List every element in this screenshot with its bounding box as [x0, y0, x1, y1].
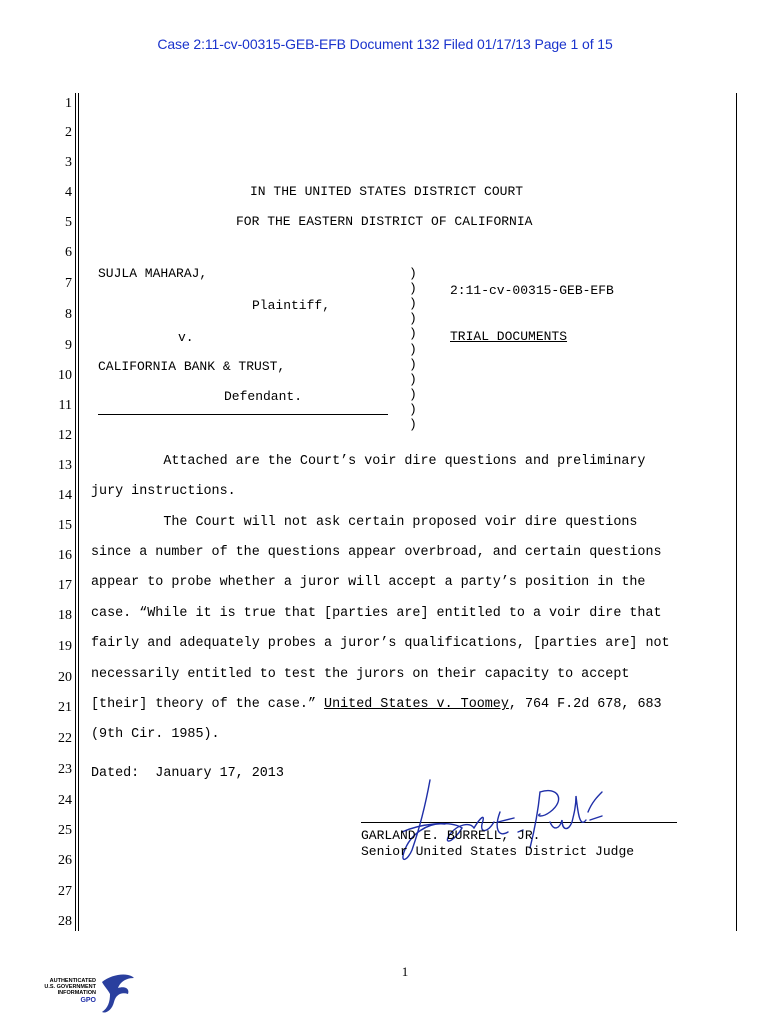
gpo-text-2: U.S. GOVERNMENT	[44, 984, 96, 990]
judge-name: GARLAND E. BURRELL, JR.	[361, 828, 541, 843]
line-number: 23	[58, 762, 72, 777]
citation-reporter: , 764 F.2d 678, 683	[508, 697, 662, 712]
caption-paren: )	[409, 266, 417, 281]
line-number: 19	[58, 639, 72, 654]
caption-paren: )	[409, 401, 417, 417]
court-title-line2: FOR THE EASTERN DISTRICT OF CALIFORNIA	[236, 214, 533, 229]
page-number: 1	[401, 964, 409, 979]
right-margin-line	[736, 93, 737, 931]
caption-paren: )	[409, 386, 417, 402]
line-number: 17	[58, 578, 72, 593]
body-line-14: jury instructions.	[91, 484, 236, 499]
gpo-text-4: GPO	[80, 997, 96, 1004]
gpo-text-1: AUTHENTICATED	[49, 978, 96, 984]
line-number: 18	[58, 608, 72, 623]
defendant-name: CALIFORNIA BANK & TRUST,	[98, 359, 286, 374]
judge-title: Senior United States District Judge	[361, 844, 635, 859]
court-title-line1: IN THE UNITED STATES DISTRICT COURT	[250, 184, 524, 199]
line-number: 22	[58, 731, 72, 746]
document-title: TRIAL DOCUMENTS	[450, 329, 568, 344]
case-header: Case 2:11-cv-00315-GEB-EFB Document 132 Filed 01/17/13 Page 1 of 15	[157, 36, 613, 52]
left-margin-line-2	[78, 93, 79, 931]
line-number: 4	[65, 185, 72, 200]
gpo-authentication-seal	[40, 972, 140, 1018]
caption-rule	[98, 414, 388, 415]
line-number: 9	[65, 338, 72, 353]
body-line-17: appear to probe whether a juror will accept a party’s position in the	[91, 575, 646, 590]
body-line-19: fairly and adequately probes a juror’s qualifications, [parties are] not	[91, 636, 670, 651]
case-number: 2:11-cv-00315-GEB-EFB	[450, 283, 614, 298]
caption-paren: )	[409, 296, 417, 312]
caption-paren: )	[409, 371, 417, 387]
body-line-16: since a number of the questions appear overbroad, and certain questions	[91, 545, 662, 560]
body-line-21	[91, 697, 662, 713]
caption-paren: )	[409, 417, 417, 432]
line-number: 20	[58, 670, 72, 685]
line-number: 11	[58, 398, 72, 413]
plaintiff-role: Plaintiff,	[252, 298, 331, 313]
line-number: 14	[58, 488, 72, 503]
line-number: 26	[58, 853, 72, 868]
body-line-18: case. “While it is true that [parties are] entitled to a voir dire that	[91, 606, 662, 621]
dated-line: Dated: January 17, 2013	[91, 766, 284, 781]
line-number: 25	[58, 823, 72, 838]
line-number: 7	[65, 276, 72, 291]
line-number: 6	[65, 245, 72, 260]
line-number: 27	[58, 884, 72, 899]
caption-paren: )	[409, 311, 417, 327]
caption-paren: )	[409, 356, 417, 372]
line-number: 8	[65, 307, 72, 322]
body-line-15: The Court will not ask certain proposed voir dire questions	[91, 515, 638, 530]
caption-paren: )	[409, 281, 417, 297]
gpo-text-3: INFORMATION	[57, 990, 96, 996]
line-number: 28	[58, 914, 72, 929]
line-number: 13	[58, 458, 72, 473]
line-number: 16	[58, 548, 72, 563]
left-margin-line-1	[75, 93, 76, 931]
versus: v.	[178, 330, 194, 345]
line-number: 2	[65, 125, 72, 140]
line-number: 24	[58, 793, 72, 808]
line-number: 10	[58, 368, 72, 383]
body-line-20: necessarily entitled to test the jurors on their capacity to accept	[91, 667, 630, 682]
defendant-role: Defendant.	[224, 389, 303, 404]
body-line-13: Attached are the Court’s voir dire questions and preliminary	[91, 454, 646, 469]
caption-paren: )	[409, 326, 417, 342]
line-number: 5	[65, 215, 72, 230]
line-number: 15	[58, 518, 72, 533]
body-line-22: (9th Cir. 1985).	[91, 727, 220, 742]
line-number: 3	[65, 155, 72, 170]
quote-end: [their] theory of the case.”	[91, 697, 325, 712]
line-number: 21	[58, 700, 72, 715]
line-number: 12	[58, 428, 72, 443]
caption-paren: )	[409, 341, 417, 357]
line-number: 1	[65, 96, 72, 111]
eagle-icon	[98, 972, 138, 1016]
case-citation: United States v. Toomey	[324, 697, 509, 712]
plaintiff-name: SUJLA MAHARAJ,	[98, 266, 208, 281]
